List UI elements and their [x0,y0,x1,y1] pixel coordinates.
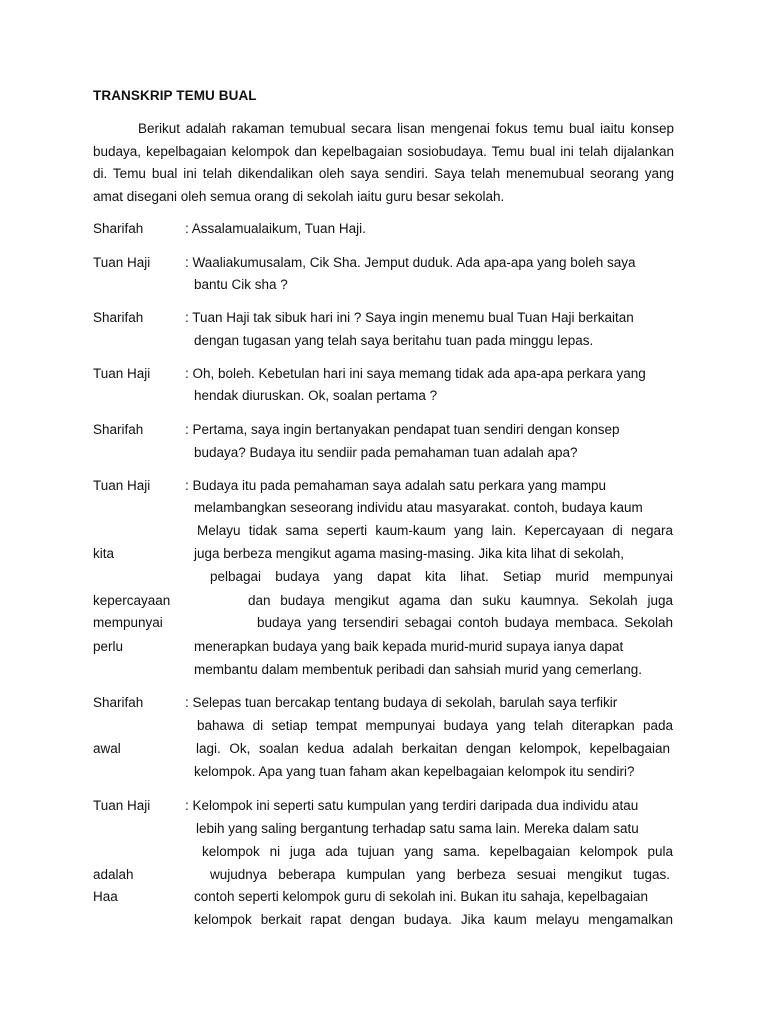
intro-paragraph [93,118,674,208]
speaker-label: perlu [93,639,124,654]
speaker-label: Tuan Haji [93,478,151,493]
document-title: TRANSKRIP TEMU BUAL [93,88,257,103]
dialogue-line: membantu dalam membentuk peribadi dan sahsiah murid yang cemerlang. [194,662,642,677]
dialogue-line: : Waaliakumusalam, Cik Sha. Jemput duduk. Ada apa-apa yang boleh saya [185,255,636,270]
speaker-label: Tuan Haji [93,366,151,381]
dialogue-line: : Assalamualaikum, Tuan Haji. [185,221,366,236]
speaker-label: Sharifah [93,422,144,437]
dialogue-line: : Tuan Haji tak sibuk hari ini ? Saya ingin menemu bual Tuan Haji berkaitan [185,310,634,325]
speaker-label: Tuan Haji [93,798,151,813]
speaker-label: mempunyai [93,615,163,630]
dialogue-line: kelompok. Apa yang tuan faham akan kepelbagaian kelompok itu sendiri? [194,764,635,779]
speaker-label: Sharifah [93,310,144,325]
dialogue-line: hendak diuruskan. Ok, soalan pertama ? [194,388,438,403]
dialogue-line: : Kelompok ini seperti satu kumpulan yang terdiri daripada dua individu atau [185,798,639,813]
dialogue-line: dan budaya mengikut agama dan suku kaumnya. Sekolah juga [248,593,673,608]
speaker-label: Haa [93,889,118,904]
dialogue-line: kelompok berkait rapat dengan budaya. Jika kaum melayu mengamalkan [194,912,673,927]
intro-text: Berikut adalah rakaman temubual secara lisan mengenai fokus temu bual iaitu konsep budaya, kepelbagaian kelompok dan kepelbagaian sosiobudaya. Temu bual ini telah dijalankan di. Temu bual ini telah dikendalikan oleh saya sendiri. Saya telah menemubual seorang yang amat disegani oleh semua orang di sekolah iaitu guru besar sekolah. [93,121,674,204]
dialogue-line: : Budaya itu pada pemahaman saya adalah satu perkara yang mampu [185,478,607,493]
speaker-label: Sharifah [93,695,144,710]
speaker-label: kepercayaan [93,593,171,608]
speaker-label: Sharifah [93,221,144,236]
dialogue-line: budaya yang tersendiri sebagai contoh budaya membaca. Sekolah [257,615,673,630]
speaker-label: adalah [93,867,134,882]
dialogue-line: dengan tugasan yang telah saya beritahu tuan pada minggu lepas. [194,333,594,348]
dialogue-line: budaya? Budaya itu sendiir pada pemahaman tuan adalah apa? [194,445,578,460]
dialogue-line: Melayu tidak sama seperti kaum-kaum yang lain. Kepercayaan di negara [197,523,673,538]
speaker-label: awal [93,741,121,756]
dialogue-line: : Oh, boleh. Kebetulan hari ini saya memang tidak ada apa-apa perkara yang [185,366,646,381]
dialogue-line: pelbagai budaya yang dapat kita lihat. Setiap murid mempunyai [210,569,673,584]
speaker-label: Tuan Haji [93,255,151,270]
dialogue-line: kelompok ni juga ada tujuan yang sama. kepelbagaian kelompok pula [202,844,673,859]
speaker-label: kita [93,546,115,561]
dialogue-line: juga berbeza mengikut agama masing-masing. Jika kita lihat di sekolah, [194,546,624,561]
dialogue-line: bahawa di setiap tempat mempunyai budaya yang telah diterapkan pada [197,718,673,733]
dialogue-line: melambangkan seseorang individu atau masyarakat. contoh, budaya kaum [194,500,643,515]
dialogue-line: lagi. Ok, soalan kedua adalah berkaitan dengan kelompok, kepelbagaian [196,741,670,756]
dialogue-line: menerapkan budaya yang baik kepada murid-murid supaya ianya dapat [194,639,624,654]
dialogue-line: : Selepas tuan bercakap tentang budaya di sekolah, barulah saya terfikir [185,695,618,710]
dialogue-line: contoh seperti kelompok guru di sekolah ini. Bukan itu sahaja, kepelbagaian [194,889,649,904]
dialogue-line: lebih yang saling bergantung terhadap satu sama lain. Mereka dalam satu [196,821,639,836]
dialogue-line: : Pertama, saya ingin bertanyakan pendapat tuan sendiri dengan konsep [185,422,620,437]
dialogue-line: bantu Cik sha ? [194,277,288,292]
dialogue-line: wujudnya beberapa kumpulan yang berbeza sesuai mengikut tugas. [210,867,670,882]
